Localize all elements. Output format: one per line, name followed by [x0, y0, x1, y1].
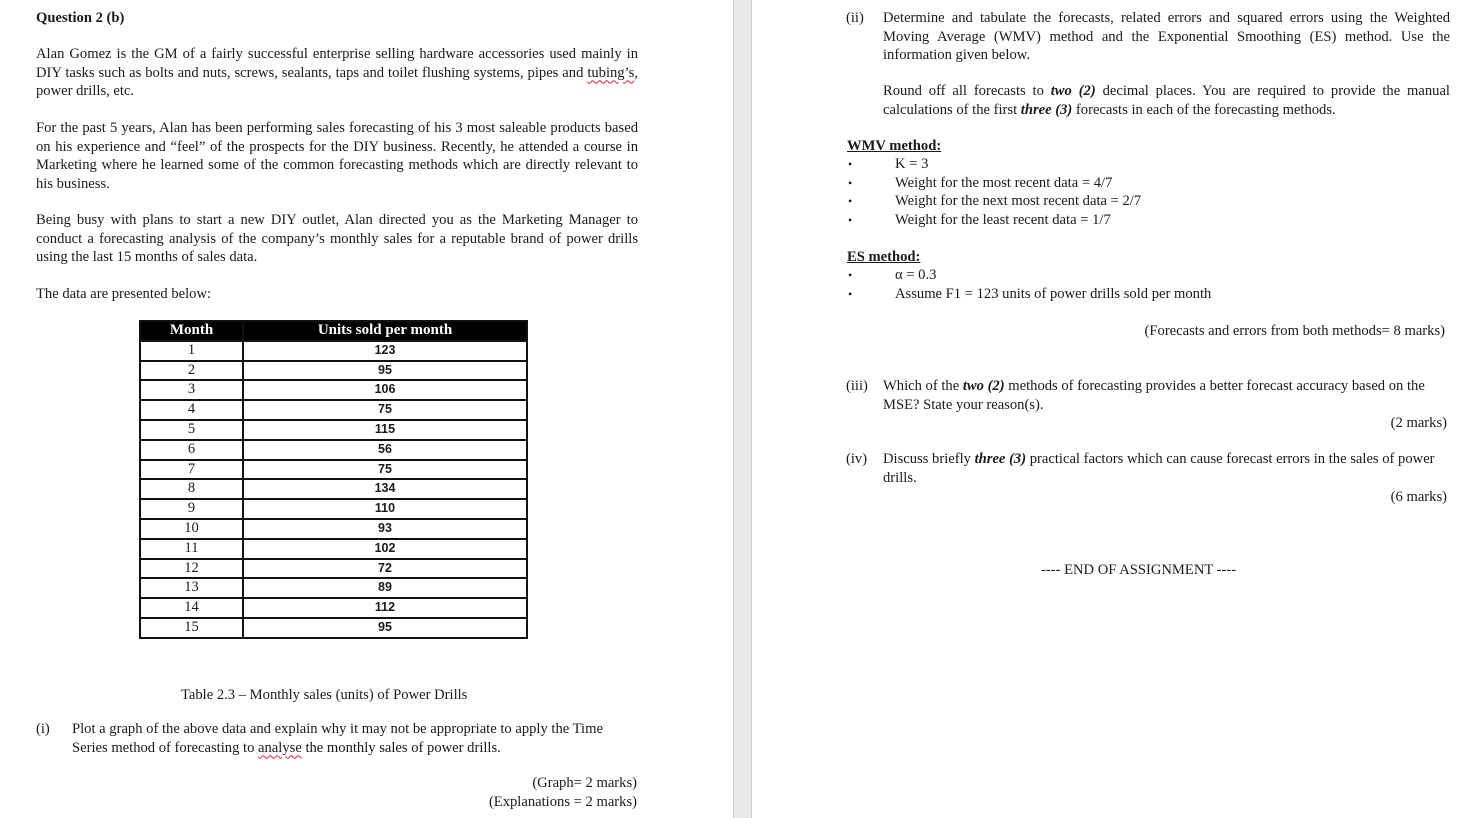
month-cell: 9	[140, 499, 243, 519]
table-row	[140, 559, 527, 579]
month-cell: 3	[140, 380, 243, 400]
month-cell: 6	[140, 440, 243, 460]
month-cell: 15	[140, 618, 243, 638]
table-row	[140, 578, 527, 598]
units-cell: 93	[243, 519, 527, 539]
month-cell: 12	[140, 559, 243, 579]
question-iii-number: (iii)	[846, 378, 868, 394]
month-cell: 5	[140, 420, 243, 440]
question-iv-number: (iv)	[846, 451, 868, 467]
table-row	[140, 380, 527, 400]
question-ii-text: Determine and tabulate the forecasts, related errors and squared errors using the Weighted Moving Average (WMV) method and the Exponential Smoothing (ES) method. Use the information given below.	[883, 10, 1450, 64]
wmv-item: Weight for the most recent data = 4/7	[895, 175, 1113, 191]
bullet-icon: •	[848, 194, 853, 208]
table-row	[140, 479, 527, 499]
intro-paragraph: Alan Gomez is the GM of a fairly successful enterprise selling hardware accessories used mainly in DIY tasks such as bolts and nuts, screws, sealants, taps and toilet flushing systems, pipes and tubing’s, power drills, etc.	[36, 46, 638, 100]
table-row	[140, 420, 527, 440]
month-cell: 4	[140, 400, 243, 420]
table-row	[140, 519, 527, 539]
bullet-icon: •	[848, 268, 853, 282]
month-cell: 8	[140, 479, 243, 499]
table-row	[140, 361, 527, 381]
units-cell: 75	[243, 460, 527, 480]
sales-table	[139, 320, 528, 639]
question-i-text: Plot a graph of the above data and explain why it may not be appropriate to apply the Time Series method of forecasting to analyse the monthly sales of power drills.	[72, 721, 603, 756]
bullet-icon: •	[848, 176, 853, 190]
table-row	[140, 460, 527, 480]
history-paragraph: For the past 5 years, Alan has been performing sales forecasting of his 3 most saleable products based on his experience and “feel” of the prospects for the DIY business. Recently, he attended a course in Marketing where he learned some of the common forecasting methods which are directly relevant to his business.	[36, 120, 638, 192]
question-i-number: (i)	[36, 721, 50, 737]
es-heading: ES method:	[847, 249, 921, 265]
units-cell: 112	[243, 598, 527, 618]
table-row	[140, 598, 527, 618]
wmv-item: Weight for the next most recent data = 2/7	[895, 193, 1142, 209]
month-cell: 10	[140, 519, 243, 539]
es-item: Assume F1 = 123 units of power drills sold per month	[895, 286, 1212, 302]
end-of-assignment: ---- END OF ASSIGNMENT ----	[1041, 562, 1237, 578]
wmv-heading: WMV method:	[847, 138, 942, 154]
bullet-icon: •	[848, 213, 853, 227]
units-cell: 56	[243, 440, 527, 460]
column-header-units: Units sold per month	[243, 321, 527, 341]
month-cell: 2	[140, 361, 243, 381]
month-cell: 1	[140, 341, 243, 361]
question-heading: Question 2 (b)	[36, 10, 125, 26]
marks-iii: (2 marks)	[1390, 415, 1447, 431]
table-body	[140, 341, 527, 638]
month-cell: 7	[140, 460, 243, 480]
page-gutter	[733, 0, 752, 818]
spellcheck-flag[interactable]: tubing’s	[587, 64, 635, 81]
table-row	[140, 618, 527, 638]
question-iii-text: Which of the two (2) methods of forecasting provides a better forecast accuracy based on the MSE? State your reason(s).	[883, 378, 1425, 413]
units-cell: 72	[243, 559, 527, 579]
marks-graph: (Graph= 2 marks)	[532, 775, 637, 791]
table-caption: Table 2.3 – Monthly sales (units) of Power Drills	[181, 687, 468, 703]
units-cell: 134	[243, 479, 527, 499]
es-item: α = 0.3	[895, 267, 937, 283]
month-cell: 14	[140, 598, 243, 618]
wmv-item: Weight for the least recent data = 1/7	[895, 212, 1111, 228]
units-cell: 95	[243, 618, 527, 638]
bullet-icon: •	[848, 157, 853, 171]
question-iv-text: Discuss briefly three (3) practical factors which can cause forecast errors in the sales of power drills.	[883, 451, 1435, 486]
marks-explanations: (Explanations = 2 marks)	[488, 794, 637, 810]
right-page	[752, 0, 1464, 818]
table-header-row	[140, 321, 527, 341]
spellcheck-flag[interactable]: analyse	[258, 739, 302, 756]
table-row	[140, 499, 527, 519]
units-cell: 115	[243, 420, 527, 440]
table-row	[140, 341, 527, 361]
wmv-item: K = 3	[895, 156, 929, 172]
units-cell: 102	[243, 539, 527, 559]
units-cell: 106	[243, 380, 527, 400]
data-intro: The data are presented below:	[36, 286, 212, 302]
table-row	[140, 539, 527, 559]
units-cell: 89	[243, 578, 527, 598]
units-cell: 95	[243, 361, 527, 381]
units-cell: 75	[243, 400, 527, 420]
table-row	[140, 400, 527, 420]
month-cell: 11	[140, 539, 243, 559]
units-cell: 123	[243, 341, 527, 361]
table-row	[140, 440, 527, 460]
bullet-icon: •	[848, 287, 853, 301]
rounding-instruction: Round off all forecasts to two (2) decimal places. You are required to provide the manual calculations of the first three (3) forecasts in each of the forecasting methods.	[883, 83, 1450, 118]
column-header-month: Month	[140, 321, 243, 341]
marks-iv: (6 marks)	[1390, 489, 1447, 505]
month-cell: 13	[140, 578, 243, 598]
units-cell: 110	[243, 499, 527, 519]
task-paragraph: Being busy with plans to start a new DIY outlet, Alan directed you as the Marketing Manager to conduct a forecasting analysis of the company’s monthly sales for a reputable brand of power drills using the last 15 months of sales data.	[36, 212, 638, 266]
question-ii-number: (ii)	[846, 10, 864, 26]
marks-ii: (Forecasts and errors from both methods= 8 marks)	[1144, 323, 1445, 339]
